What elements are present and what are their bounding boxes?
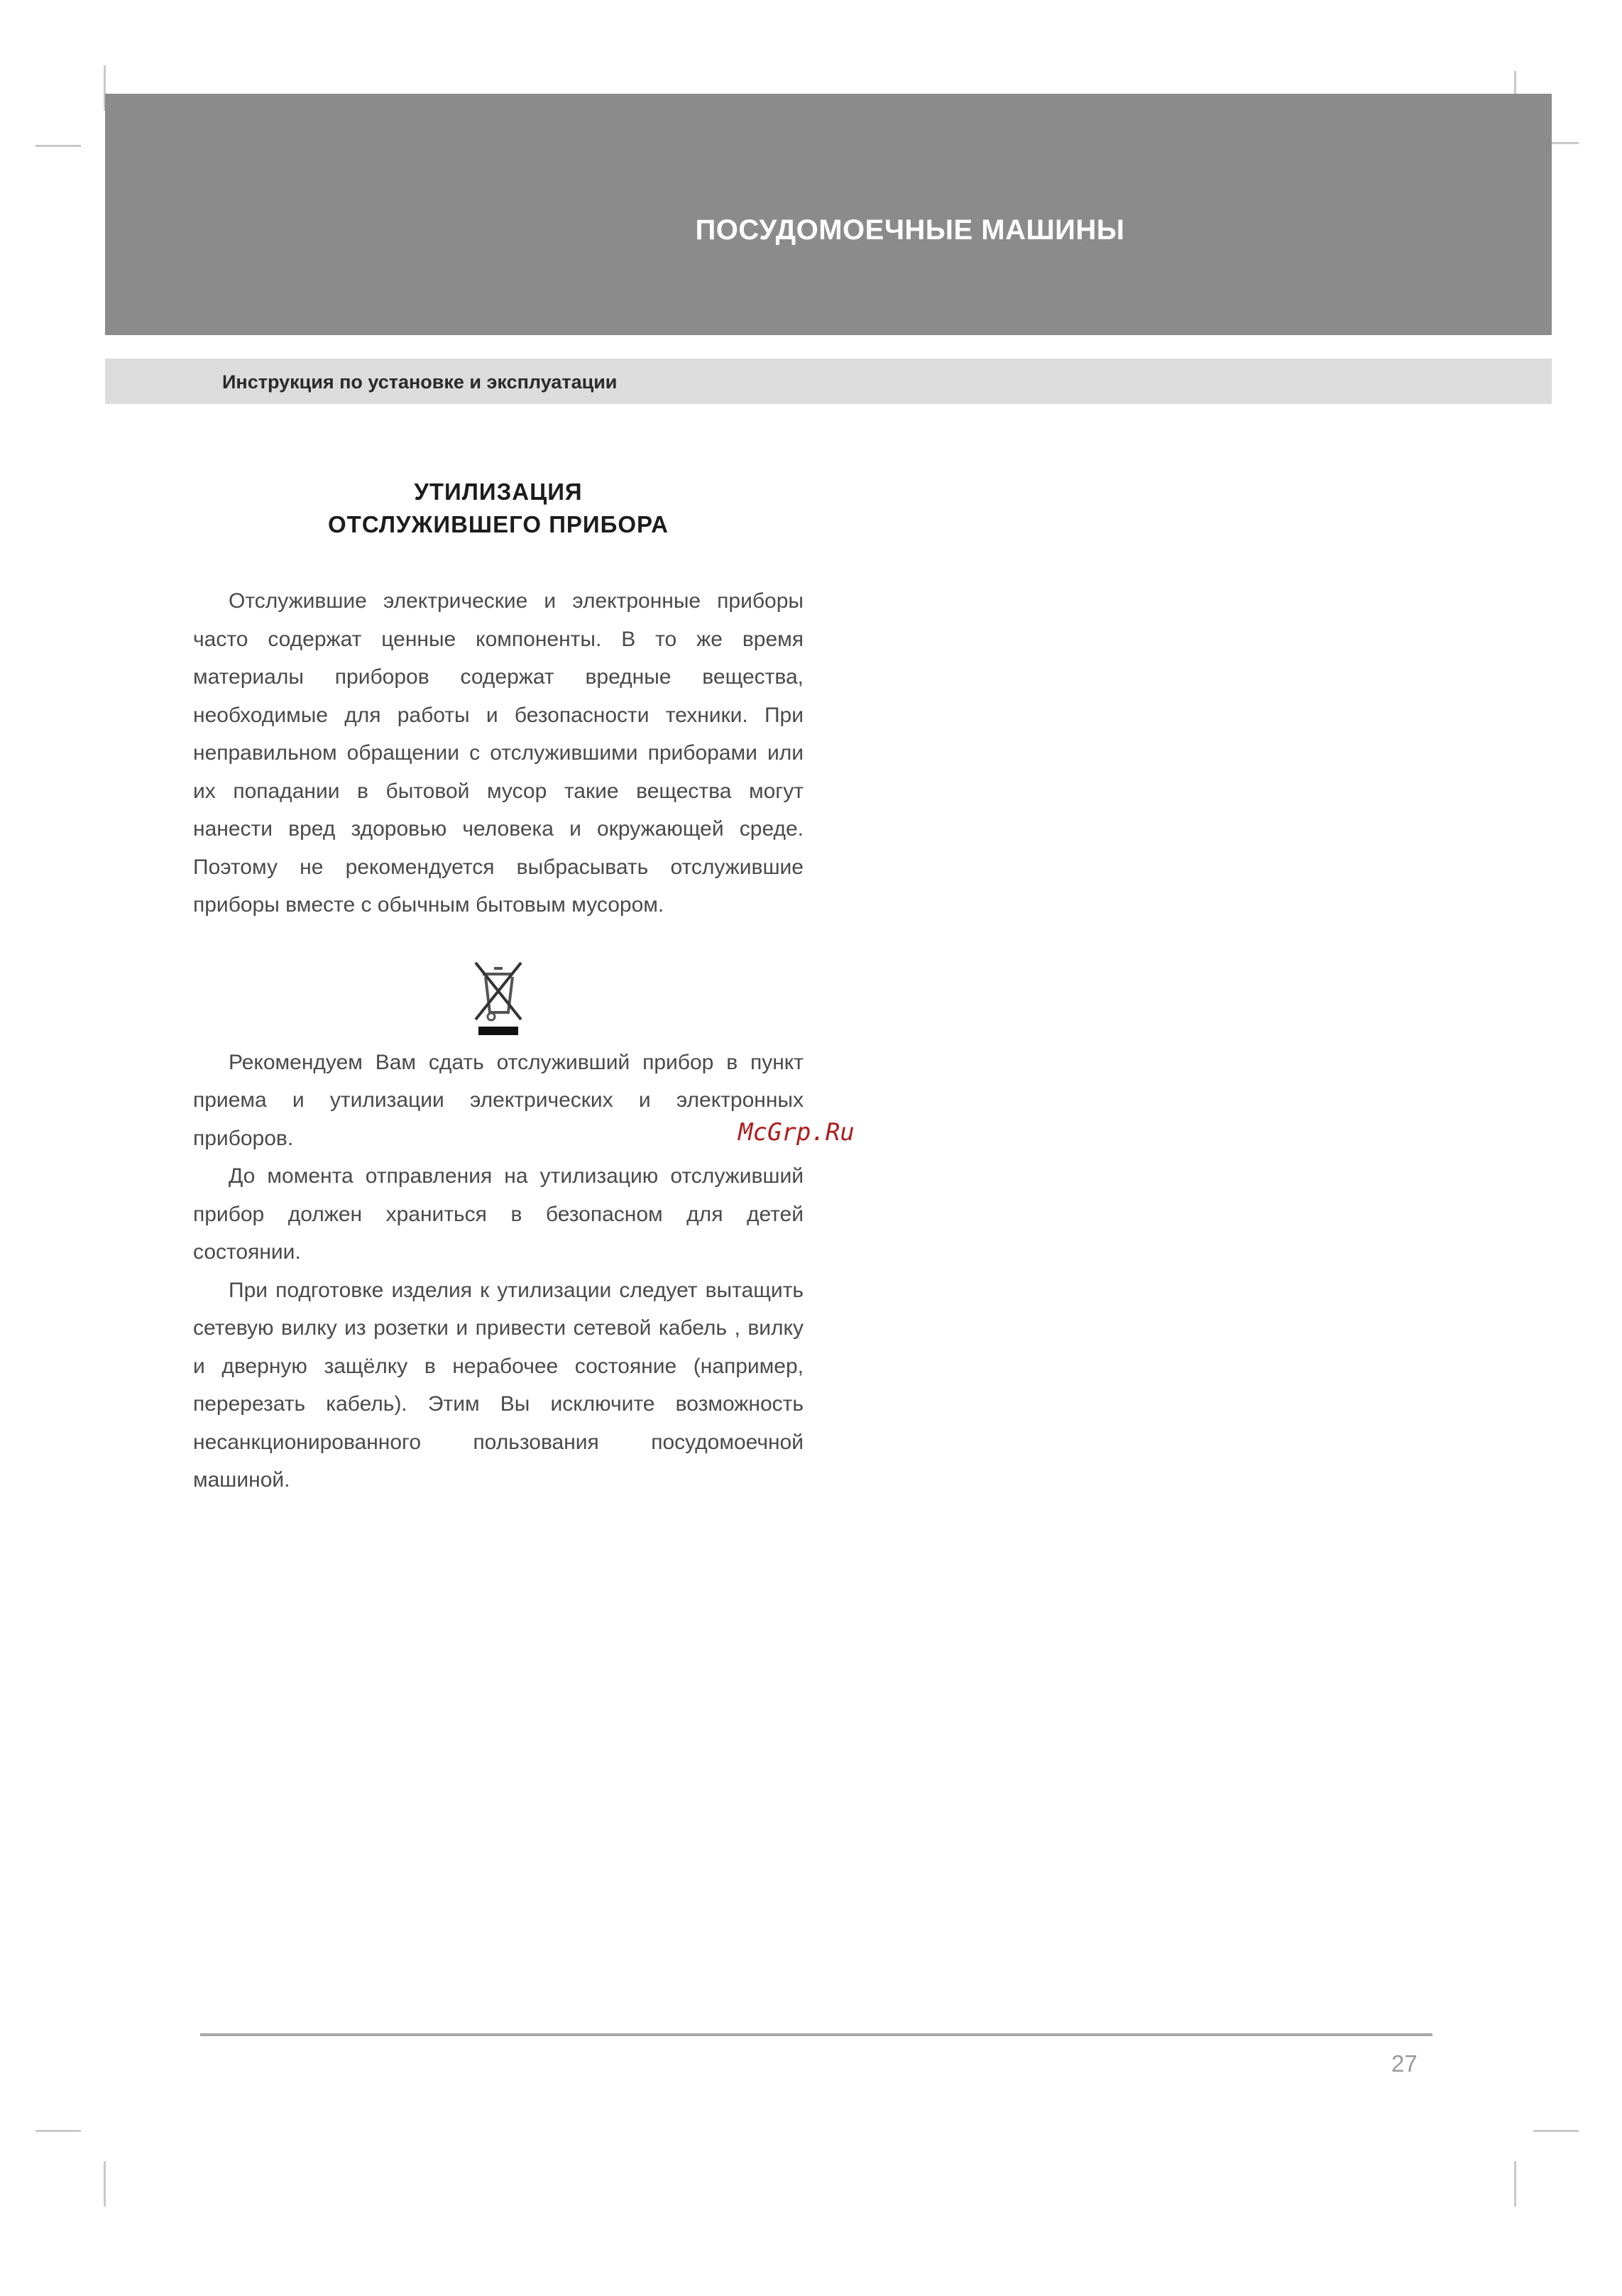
paragraph-preparation: При подготовке изделия к утилизации следует вытащить сетевую вилку из розетки и привести сетевой кабель , вилку и дверную защёлку в нерабочее состояние (например, перерезать кабель). Этим Вы исключите возможность несанкционированного пользования посудомоечной машиной. [193, 1278, 804, 1492]
crop-mark [1533, 2130, 1579, 2132]
crop-mark [35, 2130, 81, 2132]
crop-mark [1514, 2161, 1516, 2207]
header-band [105, 94, 1552, 335]
weee-symbol [193, 958, 804, 1044]
section-title-line1: УТИЛИЗАЦИЯ [414, 479, 583, 505]
crop-mark [35, 145, 81, 147]
watermark: McGrp.Ru [738, 1118, 855, 1147]
crop-mark [104, 2161, 106, 2207]
section-title-line2: ОТСЛУЖИВШЕГО ПРИБОРА [328, 511, 669, 537]
footer-divider [200, 2033, 1432, 2036]
crossed-out-wheelie-bin-icon [470, 958, 527, 1038]
page-number: 27 [1391, 2050, 1418, 2077]
paragraph-storage: До момента отправления на утилизацию отслуживший прибор должен храниться в безопасном для детей состоянии. [193, 1164, 804, 1264]
subheader-title: Инструкция по установке и эксплуатации [222, 371, 618, 393]
paragraph-disposal-info: Отслужившие электрические и электронные приборы часто содержат ценные компоненты. В то же время материалы приборов содержат вредные вещества, необходимые для работы и безопасности техники. При неправильном обращении с отслужившими приборами или их попадании в бытовой мусор такие вещества могут нанести вред здоровью человека и окружающей среде. Поэтому не рекомендуется выбрасывать отслужившие приборы вместе с обычным бытовым мусором. [193, 589, 804, 917]
paragraph-recommendation: Рекомендуем Вам сдать отслуживший прибор в пункт приема и утилизации электрических и электронных приборов. [193, 1050, 804, 1150]
main-content [193, 476, 804, 1499]
subheader-band [105, 359, 1552, 404]
section-title [193, 476, 804, 541]
header-title: ПОСУДОМОЕЧНЫЕ МАШИНЫ [695, 214, 1125, 246]
